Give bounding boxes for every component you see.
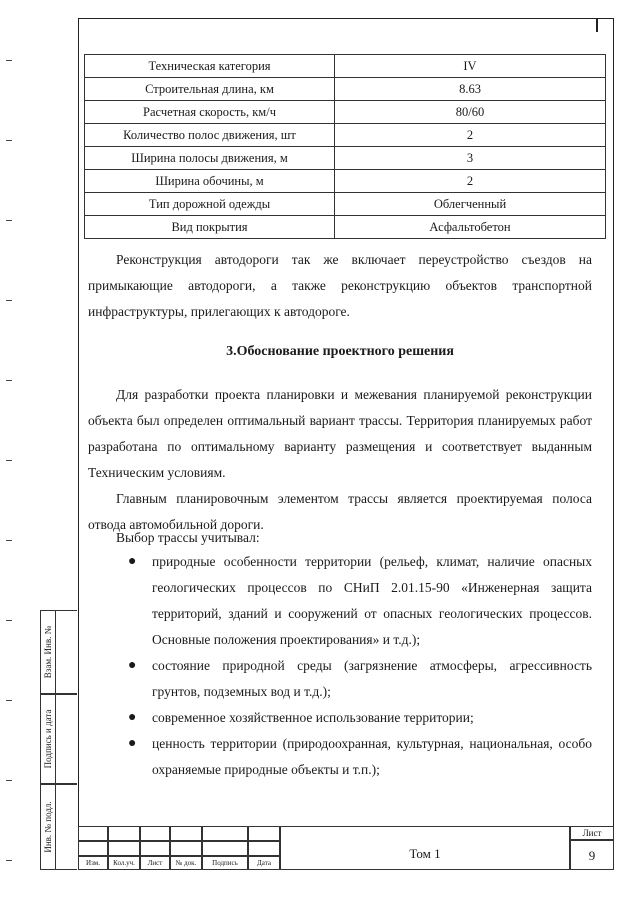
list-item-text: природные особенности территории (рельеф, климат, наличие опасных геологических процессов по СНиП 2.01.15-90 «Инженерная защита территорий, зданий и сооружений от опасных геологических процессов. Основные положения проектирования» и т.д.); <box>152 554 592 647</box>
binder-tick <box>6 620 12 621</box>
param-name: Тип дорожной одежды <box>85 193 335 216</box>
side-label-cell <box>41 785 56 869</box>
param-value: Облегченный <box>335 193 606 216</box>
stamp-sheet-number: 9 <box>570 840 614 870</box>
list-item <box>118 653 592 705</box>
side-label-inv: Инв. № подл. <box>43 801 53 853</box>
stamp-cell <box>248 826 280 841</box>
list-item-text: современное хозяйственное использование территории; <box>152 710 474 725</box>
section-heading: 3.Обоснование проектного решения <box>226 344 454 359</box>
list-item <box>118 731 592 783</box>
param-name: Ширина полосы движения, м <box>85 147 335 170</box>
binder-tick <box>6 140 12 141</box>
list-item <box>118 549 592 653</box>
stamp-cell <box>170 841 202 856</box>
stamp-col-kolvo: Кол.уч. <box>108 856 140 870</box>
stamp-cell <box>170 826 202 841</box>
bullet-icon: ● <box>128 658 137 673</box>
stamp-cell <box>108 841 140 856</box>
table-row <box>85 124 606 147</box>
param-value: 80/60 <box>335 101 606 124</box>
table-row <box>85 101 606 124</box>
param-name: Строительная длина, км <box>85 78 335 101</box>
table-row <box>85 193 606 216</box>
stamp-col-data: Дата <box>248 856 280 870</box>
list-item-text: состояние природной среды (загрязнение атмосферы, агрессивность грунтов, подземных вод и т.д.); <box>152 658 592 699</box>
stamp-sheet-label: Лист <box>570 826 614 840</box>
paragraph-list-intro: Выбор трассы учитывал: <box>116 530 260 545</box>
stamp-cell <box>78 841 108 856</box>
criteria-list <box>118 549 592 783</box>
intro-paragraph: Реконструкция автодороги так же включает переустройство съездов на примыкающие автодороги, а также реконструкцию объектов транспортной инфраструктуры, прилегающих к автодороге. <box>88 252 592 319</box>
side-block-inv <box>40 784 77 870</box>
param-name: Расчетная скорость, км/ч <box>85 101 335 124</box>
list-item-text: ценность территории (природоохранная, культурная, национальная, особо охраняемые природные объекты и т.п.); <box>152 736 592 777</box>
spec-table <box>84 54 606 239</box>
table-row <box>85 216 606 239</box>
stamp-col-doc: № док. <box>170 856 202 870</box>
stamp-cell <box>108 826 140 841</box>
stamp-cell <box>202 841 248 856</box>
stamp-cell <box>140 841 170 856</box>
stamp-col-list: Лист <box>140 856 170 870</box>
param-name: Техническая категория <box>85 55 335 78</box>
param-name: Ширина обочины, м <box>85 170 335 193</box>
binder-tick <box>6 380 12 381</box>
side-block-podpis <box>40 694 77 784</box>
bullet-icon: ● <box>128 554 137 569</box>
stamp-col-podpis: Подпись <box>202 856 248 870</box>
paragraph-main-element: Главным планировочным элементом трассы является проектируемая полоса отвода автомобильной дороги. <box>88 491 592 532</box>
param-value: 2 <box>335 170 606 193</box>
param-value: 2 <box>335 124 606 147</box>
side-label-vzam: Взам. Инв. № <box>43 625 53 679</box>
binder-tick <box>6 860 12 861</box>
stamp-cell <box>248 841 280 856</box>
stamp-cell <box>78 826 108 841</box>
binder-tick <box>6 220 12 221</box>
param-value: 3 <box>335 147 606 170</box>
paragraph-route-choice: Для разработки проекта планировки и межевания планируемой реконструкции объекта был определен оптимальный вариант трассы. Территория планируемых работ разработана по оптимальному варианту размещения и соответствует выданным Техническим условиям. <box>88 387 592 480</box>
binder-tick <box>6 540 12 541</box>
table-row <box>85 55 606 78</box>
binder-tick <box>6 60 12 61</box>
table-row <box>85 170 606 193</box>
side-label-podpis: Подпись и дата <box>43 709 53 769</box>
table-row <box>85 78 606 101</box>
param-value: 8.63 <box>335 78 606 101</box>
param-name: Вид покрытия <box>85 216 335 239</box>
binder-tick <box>6 700 12 701</box>
param-value: Асфальтобетон <box>335 216 606 239</box>
param-name: Количество полос движения, шт <box>85 124 335 147</box>
bullet-icon: ● <box>128 710 137 725</box>
stamp-title: Том 1 <box>280 826 570 870</box>
binder-tick <box>6 780 12 781</box>
binder-tick <box>6 300 12 301</box>
frame-tick <box>596 18 598 32</box>
side-block-vzam <box>40 610 77 694</box>
binder-tick <box>6 460 12 461</box>
table-row <box>85 147 606 170</box>
list-item <box>118 705 592 731</box>
side-label-cell <box>41 611 56 693</box>
stamp-col-izm: Изм. <box>78 856 108 870</box>
stamp-cell <box>140 826 170 841</box>
param-value: IV <box>335 55 606 78</box>
stamp-cell <box>202 826 248 841</box>
title-block <box>78 826 614 870</box>
side-label-cell <box>41 695 56 783</box>
bullet-icon: ● <box>128 736 137 751</box>
